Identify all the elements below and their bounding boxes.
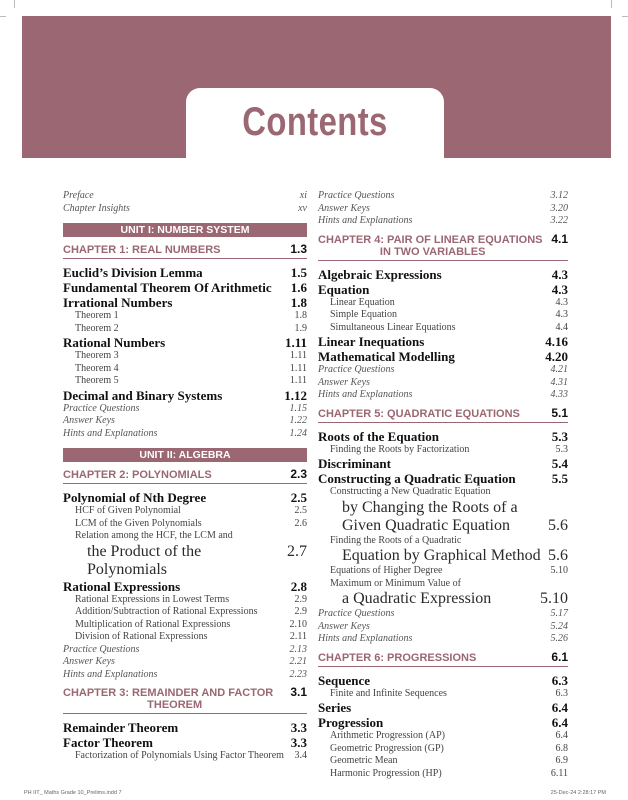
toc-chapter-heading[interactable]: [63, 685, 307, 714]
toc-entry-title: Finding the Roots of a Quadratic: [330, 534, 462, 546]
toc-entry-title: Polynomial of Nth Degree: [63, 490, 207, 505]
toc-page-number: 1.22: [289, 415, 307, 426]
toc-entry[interactable]: [318, 743, 568, 756]
toc-entry-title: CHAPTER 6: PROGRESSIONS: [318, 651, 477, 664]
toc-page-number: 3.20: [550, 202, 568, 214]
toc-page-number: 4.16: [545, 334, 568, 349]
toc-page-number: 2.13: [289, 643, 307, 655]
toc-entry[interactable]: [318, 517, 568, 535]
toc-page-number: 4.4: [555, 321, 568, 333]
toc-page-number: 1.6: [290, 280, 307, 295]
toc-entry-title: Harmonic Progression (HP): [330, 767, 442, 779]
toc-page-number: 6.4: [555, 730, 568, 741]
toc-entry[interactable]: [318, 486, 568, 499]
toc-page-number: 2.6: [294, 517, 307, 529]
toc-page-number: 1.12: [284, 387, 307, 403]
toc-page-number: 2.3: [290, 467, 307, 481]
toc-entry[interactable]: [63, 323, 307, 336]
toc-entry[interactable]: [318, 190, 568, 203]
toc-entry[interactable]: [318, 715, 568, 730]
toc-entry-title: Arithmetic Progression (AP): [330, 730, 445, 741]
toc-entry[interactable]: [63, 505, 307, 518]
toc-page-number: 6.4: [551, 715, 568, 730]
toc-page-number: 5.3: [551, 428, 568, 444]
toc-page-number: 1.9: [294, 322, 307, 334]
toc-entry-title: Constructing a New Quadratic Equation: [330, 486, 491, 497]
toc-entry-title: Theorem 3: [75, 350, 119, 361]
toc-page-number: 2.11: [289, 631, 307, 642]
toc-entry-title: [63, 687, 286, 711]
toc-page-number: 4.21: [550, 364, 568, 375]
toc-entry[interactable]: [63, 190, 307, 203]
toc-entry-title: Practice Questions: [318, 364, 395, 375]
toc-entry[interactable]: [63, 594, 307, 607]
toc-entry-title: Progression: [318, 715, 384, 730]
toc-entry-title: Discriminant: [318, 456, 391, 471]
toc-page-number: 4.31: [550, 376, 568, 388]
toc-entry[interactable]: [318, 565, 568, 578]
toc-page-number: 1.11: [284, 335, 307, 350]
toc-entry[interactable]: [318, 334, 568, 349]
toc-entry[interactable]: [63, 720, 307, 735]
toc-entry-title: Rational Numbers: [63, 335, 166, 350]
toc-page-number: 6.4: [551, 700, 568, 715]
toc-entry-title: Hints and Explanations: [63, 427, 158, 439]
toc-entry[interactable]: [318, 444, 568, 457]
toc-entry-title: Algebraic Expressions: [318, 266, 442, 282]
toc-entry-title: Theorem 1: [75, 310, 119, 321]
toc-chapter-heading[interactable]: [318, 406, 568, 423]
toc-page-number: 5.24: [550, 620, 568, 632]
toc-entry-title: Series: [318, 700, 352, 715]
toc-entry-title: Rational Expressions in Lowest Terms: [75, 593, 230, 605]
toc-entry[interactable]: [63, 280, 307, 295]
toc-entry[interactable]: [318, 755, 568, 768]
page-title: Contents: [242, 100, 388, 144]
toc-entry[interactable]: [318, 297, 568, 310]
toc-entry-title: Hints and Explanations: [318, 633, 413, 644]
toc-entry[interactable]: [318, 499, 568, 517]
toc-entry[interactable]: [63, 543, 307, 579]
toc-entry-title: by Changing the Roots of a: [342, 498, 518, 516]
footer-file-info: PH IIT_ Maths Grade 10_Prelims.indd 7: [24, 790, 122, 796]
toc-page-number: 5.4: [551, 456, 568, 471]
toc-page-number: 1.11: [289, 362, 307, 374]
toc-page-number: 4.3: [551, 281, 568, 297]
toc-entry[interactable]: [63, 310, 307, 323]
toc-page-number: 6.9: [555, 755, 568, 766]
toc-entry-title-line: CHAPTER 3: REMAINDER AND FACTOR: [63, 687, 274, 699]
toc-entry[interactable]: [318, 456, 568, 471]
toc-entry[interactable]: [63, 265, 307, 280]
toc-entry-title: Practice Questions: [63, 402, 140, 414]
toc-entry[interactable]: [318, 730, 568, 743]
crop-mark: [14, 0, 15, 8]
toc-page-number: 2.5: [290, 490, 307, 505]
toc-entry[interactable]: [63, 619, 307, 632]
toc-page-number: 3.3: [290, 735, 307, 750]
toc-entry[interactable]: [318, 578, 568, 591]
toc-page-number: 2.21: [289, 656, 307, 667]
toc-page-number: 4.20: [545, 349, 568, 364]
toc-page-number: 5.26: [550, 633, 568, 644]
toc-page-number: 2.5: [294, 505, 307, 516]
toc-page-number: 6.3: [555, 687, 568, 699]
toc-entry-title: Hints and Explanations: [318, 215, 413, 226]
toc-page-number: 2.8: [290, 578, 307, 594]
toc-entry-title: Decimal and Binary Systems: [63, 387, 223, 403]
toc-entry[interactable]: [63, 203, 307, 216]
toc-entry-title: HCF of Given Polynomial: [75, 505, 181, 516]
toc-entry[interactable]: [318, 322, 568, 335]
toc-entry-title: Equation: [318, 281, 370, 297]
toc-entry[interactable]: [318, 364, 568, 377]
toc-entry[interactable]: [63, 363, 307, 376]
crop-mark: [0, 16, 6, 17]
toc-entry[interactable]: [318, 688, 568, 701]
toc-entry-title: Answer Keys: [318, 376, 370, 388]
toc-entry-title: Fundamental Theorem Of Arithmetic: [63, 280, 272, 295]
toc-entry[interactable]: [318, 535, 568, 548]
toc-entry-title: a Quadratic Expression: [342, 590, 492, 607]
toc-entry-title: CHAPTER 2: POLYNOMIALS: [63, 469, 212, 481]
toc-page-number: 3.3: [290, 720, 307, 735]
toc-entry[interactable]: [318, 590, 568, 608]
toc-entry[interactable]: [318, 608, 568, 621]
toc-page-number: 5.6: [548, 547, 568, 564]
toc-page-number: xi: [299, 190, 307, 201]
toc-entry-title: Theorem 2: [75, 322, 119, 334]
toc-page-number: 1.8: [294, 310, 307, 321]
toc-page-number: 3.12: [550, 190, 568, 201]
toc-entry[interactable]: [63, 631, 307, 644]
toc-entry[interactable]: [63, 415, 307, 428]
toc-page-number: 1.11: [289, 375, 307, 386]
toc-entry-title: Mathematical Modelling: [318, 349, 455, 364]
toc-entry-title: Practice Questions: [318, 190, 395, 201]
toc-entry-title: Sequence: [318, 672, 370, 688]
toc-entry[interactable]: [63, 735, 307, 750]
toc-entry-title: Answer Keys: [63, 415, 115, 426]
toc-entry-title: CHAPTER 1: REAL NUMBERS: [63, 244, 221, 256]
toc-entry-title-line: CHAPTER 4: PAIR OF LINEAR EQUATIONS: [318, 233, 543, 246]
toc-entry[interactable]: [63, 388, 307, 403]
toc-page-number: 4.3: [555, 309, 568, 320]
toc-entry[interactable]: [63, 579, 307, 594]
toc-entry[interactable]: [318, 471, 568, 486]
toc-entry[interactable]: [63, 530, 307, 543]
toc-entry-title: Given Quadratic Equation: [342, 516, 510, 534]
toc-entry-title: Practice Questions: [318, 608, 395, 619]
toc-entry[interactable]: [63, 490, 307, 505]
toc-page-number: 4.33: [550, 389, 568, 400]
toc-entry[interactable]: [318, 673, 568, 688]
crop-mark: [622, 16, 628, 17]
toc-entry-title: Factor Theorem: [63, 735, 153, 750]
toc-page-number: 3.22: [550, 215, 568, 226]
toc-entry-title: Chapter Insights: [63, 202, 130, 214]
crop-mark: [611, 0, 612, 8]
toc-page-number: 5.6: [548, 516, 568, 534]
toc-entry[interactable]: [318, 377, 568, 390]
toc-entry[interactable]: [63, 669, 307, 682]
toc-left-column: [63, 190, 307, 763]
toc-page-number: 2.9: [294, 593, 307, 605]
toc-entry[interactable]: [63, 656, 307, 669]
toc-page-number: 6.1: [551, 649, 568, 664]
toc-entry[interactable]: [318, 267, 568, 282]
toc-entry-title: Practice Questions: [63, 643, 140, 655]
toc-entry-title: Answer Keys: [318, 620, 370, 632]
toc-entry-title: Division of Rational Expressions: [75, 631, 208, 642]
toc-entry-title: the Product of the Polynomials: [87, 542, 202, 578]
toc-page-number: 4.1: [551, 231, 568, 246]
toc-page-number: 3.4: [294, 750, 307, 761]
toc-entry-title: Relation among the HCF, the LCM and: [75, 530, 233, 541]
toc-page-number: 2.7: [287, 542, 307, 560]
toc-entry-title: Maximum or Minimum Value of: [330, 577, 461, 589]
toc-page-number: 2.9: [294, 606, 307, 617]
toc-entry-title: Answer Keys: [63, 656, 115, 667]
toc-page-number: 5.10: [550, 565, 568, 576]
toc-page-number: 2.23: [289, 668, 307, 680]
toc-entry-title: Theorem 4: [75, 362, 119, 374]
toc-entry[interactable]: [63, 428, 307, 441]
toc-entry[interactable]: [63, 606, 307, 619]
toc-entry-title: [318, 234, 547, 258]
toc-entry-title-line: THEOREM: [147, 699, 203, 711]
footer-timestamp: 25-Dec-24 2:28:17 PM: [550, 790, 606, 796]
toc-entry-title: CHAPTER 5: QUADRATIC EQUATIONS: [318, 407, 520, 420]
toc-page-number: 6.3: [551, 672, 568, 688]
toc-entry-title: Factorization of Polynomials Using Factor Theorem: [75, 750, 284, 761]
toc-entry[interactable]: [318, 203, 568, 216]
toc-entry-title: Addition/Subtraction of Rational Expressions: [75, 606, 258, 617]
toc-entry-title: Linear Equation: [330, 296, 395, 308]
toc-page-number: 3.1: [290, 685, 307, 699]
toc-page-number: 1.5: [290, 265, 307, 280]
toc-entry[interactable]: [63, 750, 307, 763]
toc-entry[interactable]: [63, 350, 307, 363]
toc-page-number: 5.5: [551, 471, 568, 486]
toc-page-number: xv: [298, 202, 307, 214]
toc-entry[interactable]: [318, 633, 568, 646]
toc-entry[interactable]: [318, 349, 568, 364]
toc-page-number: 6.11: [550, 767, 568, 779]
toc-entry-title-line: IN TWO VARIABLES: [379, 245, 486, 258]
toc-page-number: 6.8: [555, 742, 568, 754]
toc-entry-title: Finding the Roots by Factorization: [330, 443, 470, 455]
toc-entry[interactable]: [318, 547, 568, 565]
unit-heading: UNIT II: ALGEBRA: [63, 448, 307, 462]
toc-page-number: 1.8: [290, 295, 307, 310]
toc-entry-title: Equations of Higher Degree: [330, 565, 443, 576]
toc-entry[interactable]: [318, 768, 568, 781]
toc-entry-title: Multiplication of Rational Expressions: [75, 618, 231, 630]
toc-entry[interactable]: [63, 403, 307, 416]
toc-entry[interactable]: [318, 309, 568, 322]
toc-page-number: 4.3: [551, 266, 568, 282]
toc-entry[interactable]: [63, 644, 307, 657]
toc-entry-title: Preface: [63, 190, 94, 201]
toc-entry-title: Hints and Explanations: [318, 389, 413, 400]
toc-page-number: 5.10: [540, 590, 568, 607]
toc-entry[interactable]: [63, 375, 307, 388]
toc-entry[interactable]: [63, 335, 307, 350]
toc-page-number: 1.11: [289, 350, 307, 361]
toc-entry-title: LCM of the Given Polynomials: [75, 517, 202, 529]
toc-entry-title: Roots of the Equation: [318, 428, 439, 444]
toc-entry-title: Remainder Theorem: [63, 720, 179, 735]
toc-page-number: 4.3: [555, 296, 568, 308]
toc-entry[interactable]: [318, 282, 568, 297]
toc-entry-title: Theorem 5: [75, 375, 119, 386]
toc-entry[interactable]: [318, 429, 568, 444]
toc-page-number: 1.15: [289, 402, 307, 414]
toc-page-number: 5.3: [555, 443, 568, 455]
toc-entry[interactable]: [318, 215, 568, 228]
toc-page-number: 1.3: [290, 242, 307, 256]
toc-chapter-heading[interactable]: [63, 242, 307, 259]
toc-right-column: [318, 190, 568, 780]
toc-page-number: 5.1: [551, 405, 568, 420]
toc-entry-title: Equation by Graphical Method: [342, 547, 541, 564]
toc-entry-title: Geometric Mean: [330, 755, 398, 766]
toc-chapter-heading[interactable]: [318, 232, 568, 261]
toc-entry-title: Finite and Infinite Sequences: [330, 687, 447, 699]
toc-entry-title: Euclid’s Division Lemma: [63, 265, 203, 280]
toc-entry-title: Constructing a Quadratic Equation: [318, 471, 516, 486]
toc-entry-title: Linear Inequations: [318, 334, 425, 349]
toc-entry-title: Answer Keys: [318, 202, 370, 214]
unit-heading: UNIT I: NUMBER SYSTEM: [63, 223, 307, 237]
toc-entry[interactable]: [63, 295, 307, 310]
toc-entry-title: Hints and Explanations: [63, 668, 158, 680]
toc-entry-title: Simultaneous Linear Equations: [330, 321, 456, 333]
toc-entry-title: Irrational Numbers: [63, 295, 173, 310]
toc-entry[interactable]: [318, 700, 568, 715]
toc-chapter-heading[interactable]: [63, 467, 307, 484]
toc-page-number: 5.17: [550, 608, 568, 619]
toc-entry-title: Simple Equation: [330, 309, 397, 320]
toc-entry[interactable]: [318, 389, 568, 402]
toc-entry[interactable]: [63, 518, 307, 531]
toc-entry-title: Rational Expressions: [63, 578, 181, 594]
toc-chapter-heading[interactable]: [318, 650, 568, 667]
toc-entry[interactable]: [318, 621, 568, 634]
toc-page-number: 2.10: [289, 618, 307, 630]
toc-page-number: 1.24: [289, 427, 307, 439]
toc-entry-title: Geometric Progression (GP): [330, 742, 444, 754]
